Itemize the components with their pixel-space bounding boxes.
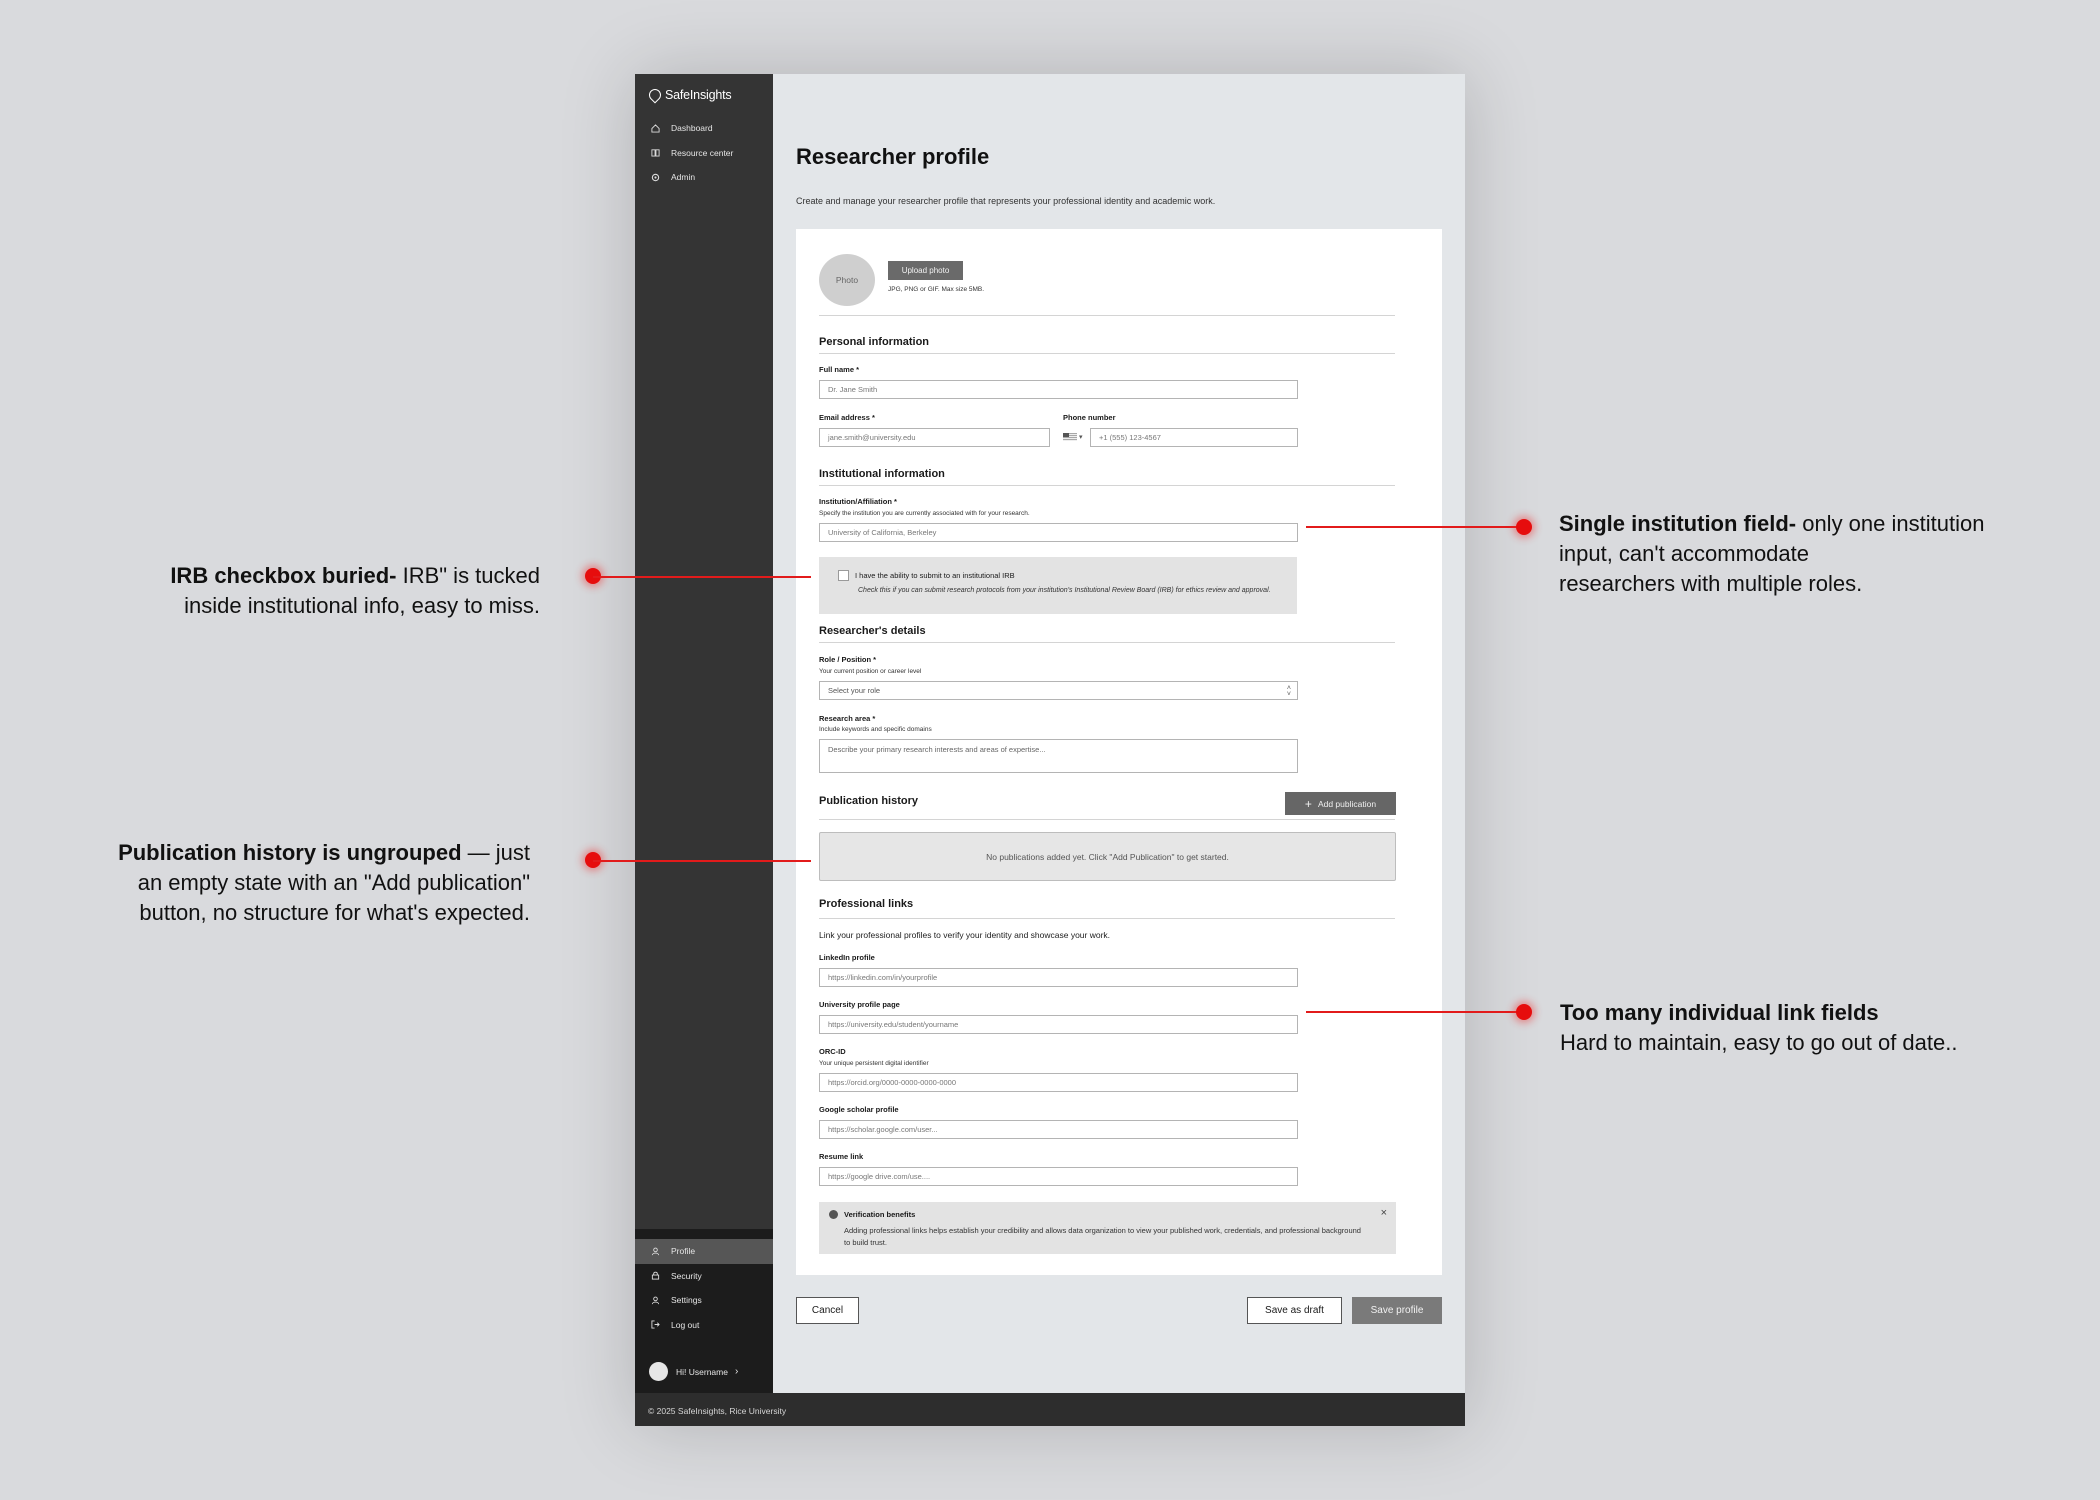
- verification-title: Verification benefits: [844, 1210, 916, 1219]
- resume-link-input[interactable]: https://google drive.com/use....: [819, 1167, 1298, 1186]
- sidebar-item-label: Dashboard: [671, 123, 713, 134]
- book-icon: [651, 148, 660, 157]
- annotation-connector: [1306, 526, 1524, 528]
- full-name-input[interactable]: Dr. Jane Smith: [819, 380, 1298, 399]
- profile-form-card: [796, 229, 1442, 1275]
- annotation-irb-text: IRB" is tucked: [396, 563, 540, 588]
- chevron-down-icon: ▾: [1079, 434, 1083, 441]
- section-heading-links: Professional links: [819, 898, 914, 910]
- us-flag-icon: [1063, 433, 1077, 441]
- sidebar-item-label: Security: [671, 1270, 702, 1281]
- annotation-pub-title: Publication history is ungrouped: [118, 840, 462, 865]
- irb-checkbox-label: I have the ability to submit to an institutional IRB: [855, 571, 1015, 580]
- orcid-label: ORC-ID: [819, 1047, 846, 1056]
- divider: [819, 642, 1395, 643]
- annotation-connector: [593, 576, 811, 578]
- account-nav: [635, 1239, 773, 1337]
- section-heading-personal: Personal information: [819, 336, 930, 348]
- annotation-pub-text: — just: [461, 840, 530, 865]
- email-label: Email address *: [819, 413, 875, 422]
- save-profile-button[interactable]: Save profile: [1352, 1297, 1442, 1324]
- add-publication-label: Add publication: [1317, 798, 1377, 809]
- profile-photo-placeholder: Photo: [819, 254, 875, 306]
- annotation-pub-text: button, no structure for what's expected.: [139, 900, 530, 925]
- google-scholar-label: Google scholar profile: [819, 1105, 899, 1114]
- email-input[interactable]: jane.smith@university.edu: [819, 428, 1050, 447]
- annotation-marker: [1516, 1004, 1532, 1020]
- linkedin-input[interactable]: https://linkedin.com/in/yourprofile: [819, 968, 1298, 987]
- annotation-links-text: Hard to maintain, easy to go out of date..: [1560, 1030, 1958, 1055]
- irb-callout: [819, 557, 1297, 614]
- role-select[interactable]: [819, 681, 1298, 700]
- avatar: [649, 1362, 668, 1381]
- section-heading-institutional: Institutional information: [819, 468, 945, 480]
- sidebar-item-admin[interactable]: [635, 165, 773, 190]
- brand-logo[interactable]: [649, 88, 731, 102]
- role-hint: Your current position or career level: [819, 668, 922, 675]
- app-footer: © 2025 SafeInsights, Rice University: [635, 1393, 1465, 1426]
- annotation-irb-title: IRB checkbox buried-: [170, 563, 397, 588]
- verification-description: Adding professional links helps establish your credibility and allows data organization to view your published work, credentials, and professional background to build trust.: [844, 1226, 1361, 1247]
- irb-description: Check this if you can submit research protocols from your institution's Institutional Review Board (IRB) for ethics review and approval.: [858, 587, 1271, 594]
- annotation-connector: [1306, 1011, 1524, 1013]
- sidebar-item-log-out[interactable]: [635, 1313, 773, 1338]
- annotation-inst-text: researchers with multiple roles.: [1559, 571, 1863, 596]
- user-menu[interactable]: [649, 1362, 738, 1381]
- research-area-label: Research area *: [819, 714, 876, 723]
- sidebar-item-dashboard[interactable]: [635, 116, 773, 141]
- chevron-right-icon: ›: [734, 1366, 739, 1377]
- annotation-links: [1560, 998, 1957, 1058]
- app-window: [635, 74, 1465, 1426]
- institution-hint: Specify the institution you are currently associated with for your research.: [819, 510, 1030, 517]
- sidebar-item-security[interactable]: [635, 1264, 773, 1289]
- sidebar-item-profile[interactable]: [635, 1239, 773, 1264]
- divider: [819, 918, 1395, 919]
- home-icon: [651, 124, 660, 133]
- plus-icon: +: [1304, 796, 1312, 811]
- institution-input[interactable]: University of California, Berkeley: [819, 523, 1298, 542]
- irb-checkbox[interactable]: [838, 570, 849, 581]
- logout-icon: [651, 1320, 660, 1329]
- user-greeting: Hi! Username: [676, 1366, 728, 1377]
- divider: [819, 353, 1395, 354]
- university-profile-label: University profile page: [819, 1000, 900, 1009]
- brand-name: SafeInsights: [665, 88, 732, 102]
- annotation-inst-title: Single institution field-: [1559, 511, 1797, 536]
- google-scholar-input[interactable]: https://scholar.google.com/user...: [819, 1120, 1298, 1139]
- sidebar-account-section: [635, 1229, 773, 1393]
- divider: [819, 315, 1395, 316]
- sidebar-item-label: Resource center: [671, 147, 734, 158]
- sidebar-item-settings[interactable]: [635, 1288, 773, 1313]
- sidebar-item-label: Profile: [671, 1246, 696, 1257]
- main-content: [773, 74, 1465, 1393]
- phone-label: Phone number: [1063, 413, 1116, 422]
- sidebar-item-label: Settings: [671, 1295, 702, 1306]
- page-title: Researcher profile: [796, 144, 990, 169]
- primary-nav: [635, 116, 773, 190]
- institution-label: Institution/Affiliation *: [819, 497, 897, 506]
- sidebar: [635, 74, 773, 1393]
- orcid-hint: Your unique persistent digital identifier: [819, 1060, 929, 1067]
- sidebar-item-label: Log out: [671, 1319, 700, 1330]
- section-heading-publications: Publication history: [819, 795, 919, 807]
- linkedin-label: LinkedIn profile: [819, 953, 875, 962]
- full-name-label: Full name *: [819, 365, 860, 374]
- sidebar-item-resource-center[interactable]: [635, 141, 773, 166]
- annotation-links-title: Too many individual link fields: [1560, 1000, 1879, 1025]
- country-code-select[interactable]: [1063, 433, 1083, 441]
- annotation-institution: [1559, 509, 1984, 599]
- lock-icon: [651, 1271, 660, 1280]
- publications-empty-state: No publications added yet. Click "Add Publication" to get started.: [819, 832, 1396, 881]
- logo-pin-icon: [647, 87, 664, 104]
- annotation-connector: [593, 860, 811, 862]
- gear-icon: [651, 173, 660, 182]
- divider: [819, 819, 1395, 820]
- research-area-hint: Include keywords and specific domains: [819, 726, 932, 733]
- save-draft-button[interactable]: Save as draft: [1247, 1297, 1342, 1324]
- university-profile-input[interactable]: https://university.edu/student/yourname: [819, 1015, 1298, 1034]
- user-icon: [651, 1296, 660, 1305]
- page-subtitle: Create and manage your researcher profile that represents your professional identity and academic work.: [796, 196, 1216, 206]
- role-select-value: Select your role: [828, 686, 881, 695]
- upload-photo-button[interactable]: Upload photo: [888, 261, 963, 280]
- divider: [819, 485, 1395, 486]
- verification-benefits-alert: [819, 1202, 1396, 1254]
- cancel-button[interactable]: Cancel: [796, 1297, 859, 1324]
- annotation-publications: [118, 838, 530, 928]
- upload-photo-hint: JPG, PNG or GIF. Max size 5MB.: [888, 286, 985, 293]
- annotation-inst-text: input, can't accommodate: [1559, 541, 1810, 566]
- research-area-textarea[interactable]: Describe your primary research interests and areas of expertise...: [819, 739, 1298, 773]
- annotation-pub-text: an empty state with an "Add publication": [137, 870, 530, 895]
- links-description: Link your professional profiles to verify your identity and showcase your work.: [819, 930, 1111, 940]
- select-caret-icon: ˄ ˅: [1286, 685, 1291, 698]
- add-publication-button[interactable]: [1285, 792, 1396, 815]
- sidebar-item-label: Admin: [671, 172, 696, 183]
- info-icon: [829, 1210, 838, 1219]
- resume-link-label: Resume link: [819, 1152, 864, 1161]
- annotation-irb-text: inside institutional info, easy to miss.: [184, 593, 540, 618]
- annotation-marker: [1516, 519, 1532, 535]
- close-icon[interactable]: ×: [1380, 1207, 1387, 1219]
- orcid-input[interactable]: https://orcid.org/0000-0000-0000-0000: [819, 1073, 1298, 1092]
- role-label: Role / Position *: [819, 655, 877, 664]
- annotation-irb: [170, 561, 540, 621]
- phone-input[interactable]: +1 (555) 123-4567: [1090, 428, 1298, 447]
- section-heading-details: Researcher's details: [819, 625, 926, 637]
- annotation-inst-text: only one institution: [1796, 511, 1985, 536]
- user-icon: [651, 1247, 660, 1256]
